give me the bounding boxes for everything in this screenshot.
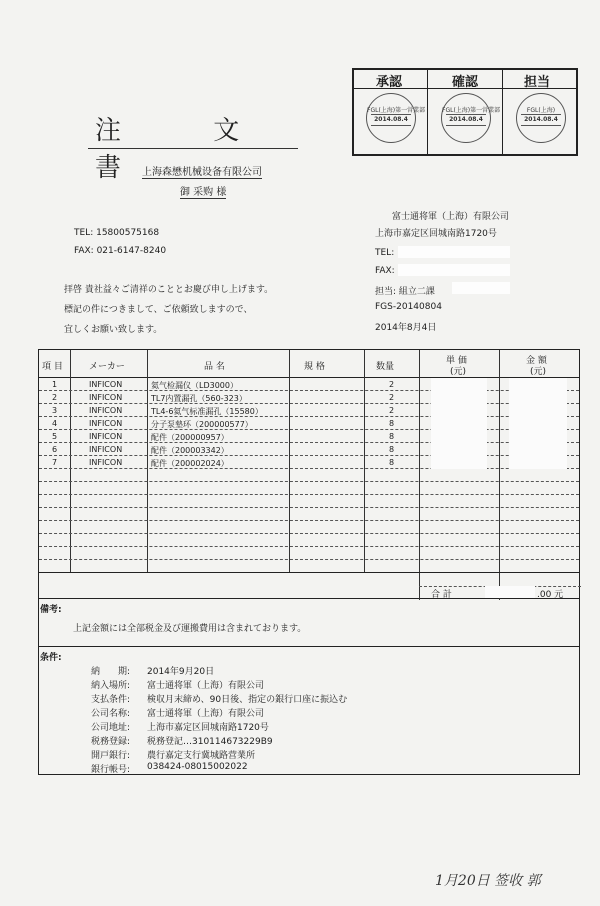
row-number: 1 xyxy=(52,380,58,389)
row-product-name: 氦气检漏仪（LD3000） xyxy=(151,381,238,390)
condition-value: 038424-08015002022 xyxy=(147,762,248,772)
row-maker: INFICON xyxy=(89,380,123,389)
approval-header-charge: 担当 xyxy=(524,75,551,90)
col-header-unit-price-sub: (元) xyxy=(450,367,467,377)
row-product-name: 配件（200002024） xyxy=(151,459,229,468)
conditions-label: 条件: xyxy=(40,653,62,663)
remarks-section xyxy=(38,599,580,647)
row-product-name: TL4-6氦气标准漏孔（15580） xyxy=(151,407,263,416)
condition-key: 銀行帳号: xyxy=(91,765,131,775)
recipient-company: 上海森懋机械设备有限公司 xyxy=(142,163,262,179)
approval-header-approve: 承認 xyxy=(376,75,403,90)
condition-value: 富士通将軍（上海）有限公司 xyxy=(147,681,265,691)
condition-key: 支払条件: xyxy=(91,695,131,705)
condition-key: 開戸銀行: xyxy=(91,751,131,761)
redaction-box xyxy=(398,264,510,276)
sender-company: 富士通将軍（上海）有限公司 xyxy=(392,212,510,222)
sender-fax: FAX: xyxy=(375,266,395,276)
stamp-date: 2014.08.4 xyxy=(524,116,558,123)
redacted-total xyxy=(485,586,535,598)
row-product-name: 配件（200003342） xyxy=(151,446,229,455)
row-product-name: TL7内置漏孔（560-323） xyxy=(151,394,247,403)
row-maker: INFICON xyxy=(89,458,123,467)
col-header-amount: 金 額 xyxy=(526,356,547,366)
stamp-date: 2014.08.4 xyxy=(449,116,483,123)
sender-tel: TEL: xyxy=(375,248,395,258)
redacted-amounts xyxy=(509,378,567,469)
remarks-text: 上記金額には全部税金及び運搬費用は含まれております。 xyxy=(73,624,307,634)
stamp-text: FGL(上海)第一営業部 xyxy=(442,107,501,114)
col-header-qty: 数量 xyxy=(376,362,395,372)
redacted-unit-prices xyxy=(431,378,487,469)
row-quantity: 2 xyxy=(389,393,395,402)
stamp-date: 2014.08.4 xyxy=(374,116,408,123)
condition-value: 2014年9月20日 xyxy=(147,667,215,677)
condition-key: 税務登録: xyxy=(91,737,131,747)
row-number: 6 xyxy=(52,445,58,454)
title-underline xyxy=(88,148,298,149)
row-maker: INFICON xyxy=(89,419,123,428)
row-quantity: 8 xyxy=(389,458,395,467)
col-header-unit-price: 単 価 xyxy=(446,356,467,366)
row-quantity: 2 xyxy=(389,380,395,389)
row-product-name: 配件（200000957） xyxy=(151,433,229,442)
approval-stamp xyxy=(366,93,426,143)
approval-box xyxy=(352,68,578,156)
row-number: 4 xyxy=(52,419,58,428)
row-number: 3 xyxy=(52,406,58,415)
condition-key: 納 期: xyxy=(91,667,131,677)
condition-value: 富士通将軍（上海）有限公司 xyxy=(147,709,265,719)
remarks-label: 備考: xyxy=(40,605,62,615)
row-quantity: 8 xyxy=(389,432,395,441)
condition-value: 検収月末締め、90日後、指定の銀行口座に振込む xyxy=(147,695,348,705)
approval-divider xyxy=(427,70,428,154)
stamp-text: FGL(上海)第一営業部 xyxy=(367,107,426,114)
confirm-stamp xyxy=(441,93,501,143)
handwritten-signature: 1月20日 签收 郭 xyxy=(435,873,541,889)
col-header-maker: メーカー xyxy=(89,362,125,372)
row-quantity: 8 xyxy=(389,445,395,454)
row-number: 2 xyxy=(52,393,58,402)
charge-stamp xyxy=(516,93,566,143)
document-date: 2014年8月4日 xyxy=(375,323,437,333)
sender-contact: 担当: 組立二課 xyxy=(375,287,435,297)
condition-key: 納入場所: xyxy=(91,681,131,691)
document-title: 注 文 書 xyxy=(95,116,282,183)
greeting-line: 標記の件につきまして、ご依頼致しますので、 xyxy=(64,305,253,315)
greeting-line: 宜しくお願い致します。 xyxy=(64,325,163,335)
condition-value: 上海市嘉定区回城南路1720号 xyxy=(147,723,269,733)
row-maker: INFICON xyxy=(89,432,123,441)
row-quantity: 8 xyxy=(389,419,395,428)
condition-key: 公司地址: xyxy=(91,723,131,733)
stamp-text: FGL(上海) xyxy=(526,107,556,114)
document-number: FGS-20140804 xyxy=(375,302,442,312)
row-number: 7 xyxy=(52,458,58,467)
condition-value: 税務登記…310114673229B9 xyxy=(147,737,273,747)
total-label: 合 計 xyxy=(431,590,452,600)
condition-value: 農行嘉定支行冀城路营業所 xyxy=(147,751,256,761)
recipient-department: 御 采购 様 xyxy=(180,183,226,199)
recipient-tel: TEL: 15800575168 xyxy=(74,228,160,238)
conditions-section xyxy=(38,647,580,775)
row-product-name: 分子泵墊环（200000577） xyxy=(151,420,253,429)
row-maker: INFICON xyxy=(89,445,123,454)
col-header-spec: 規 格 xyxy=(304,362,325,372)
condition-key: 公司名称: xyxy=(91,709,131,719)
redaction-box xyxy=(398,246,510,258)
total-suffix: .00 元 xyxy=(537,590,564,600)
row-maker: INFICON xyxy=(89,406,123,415)
col-header-name: 品 名 xyxy=(204,362,225,372)
items-table xyxy=(38,349,580,599)
row-maker: INFICON xyxy=(89,393,123,402)
row-quantity: 2 xyxy=(389,406,395,415)
recipient-fax: FAX: 021-6147-8240 xyxy=(74,246,167,256)
row-number: 5 xyxy=(52,432,58,441)
approval-divider xyxy=(502,70,503,154)
approval-header-confirm: 確認 xyxy=(452,75,479,90)
sender-address: 上海市嘉定区回城南路1720号 xyxy=(375,229,497,239)
col-header-amount-sub: (元) xyxy=(530,367,547,377)
greeting-line: 拝啓 貴社益々ご清祥のこととお慶び申し上げます。 xyxy=(64,285,274,295)
redaction-box xyxy=(452,282,510,294)
col-header-item: 項 目 xyxy=(42,362,63,372)
